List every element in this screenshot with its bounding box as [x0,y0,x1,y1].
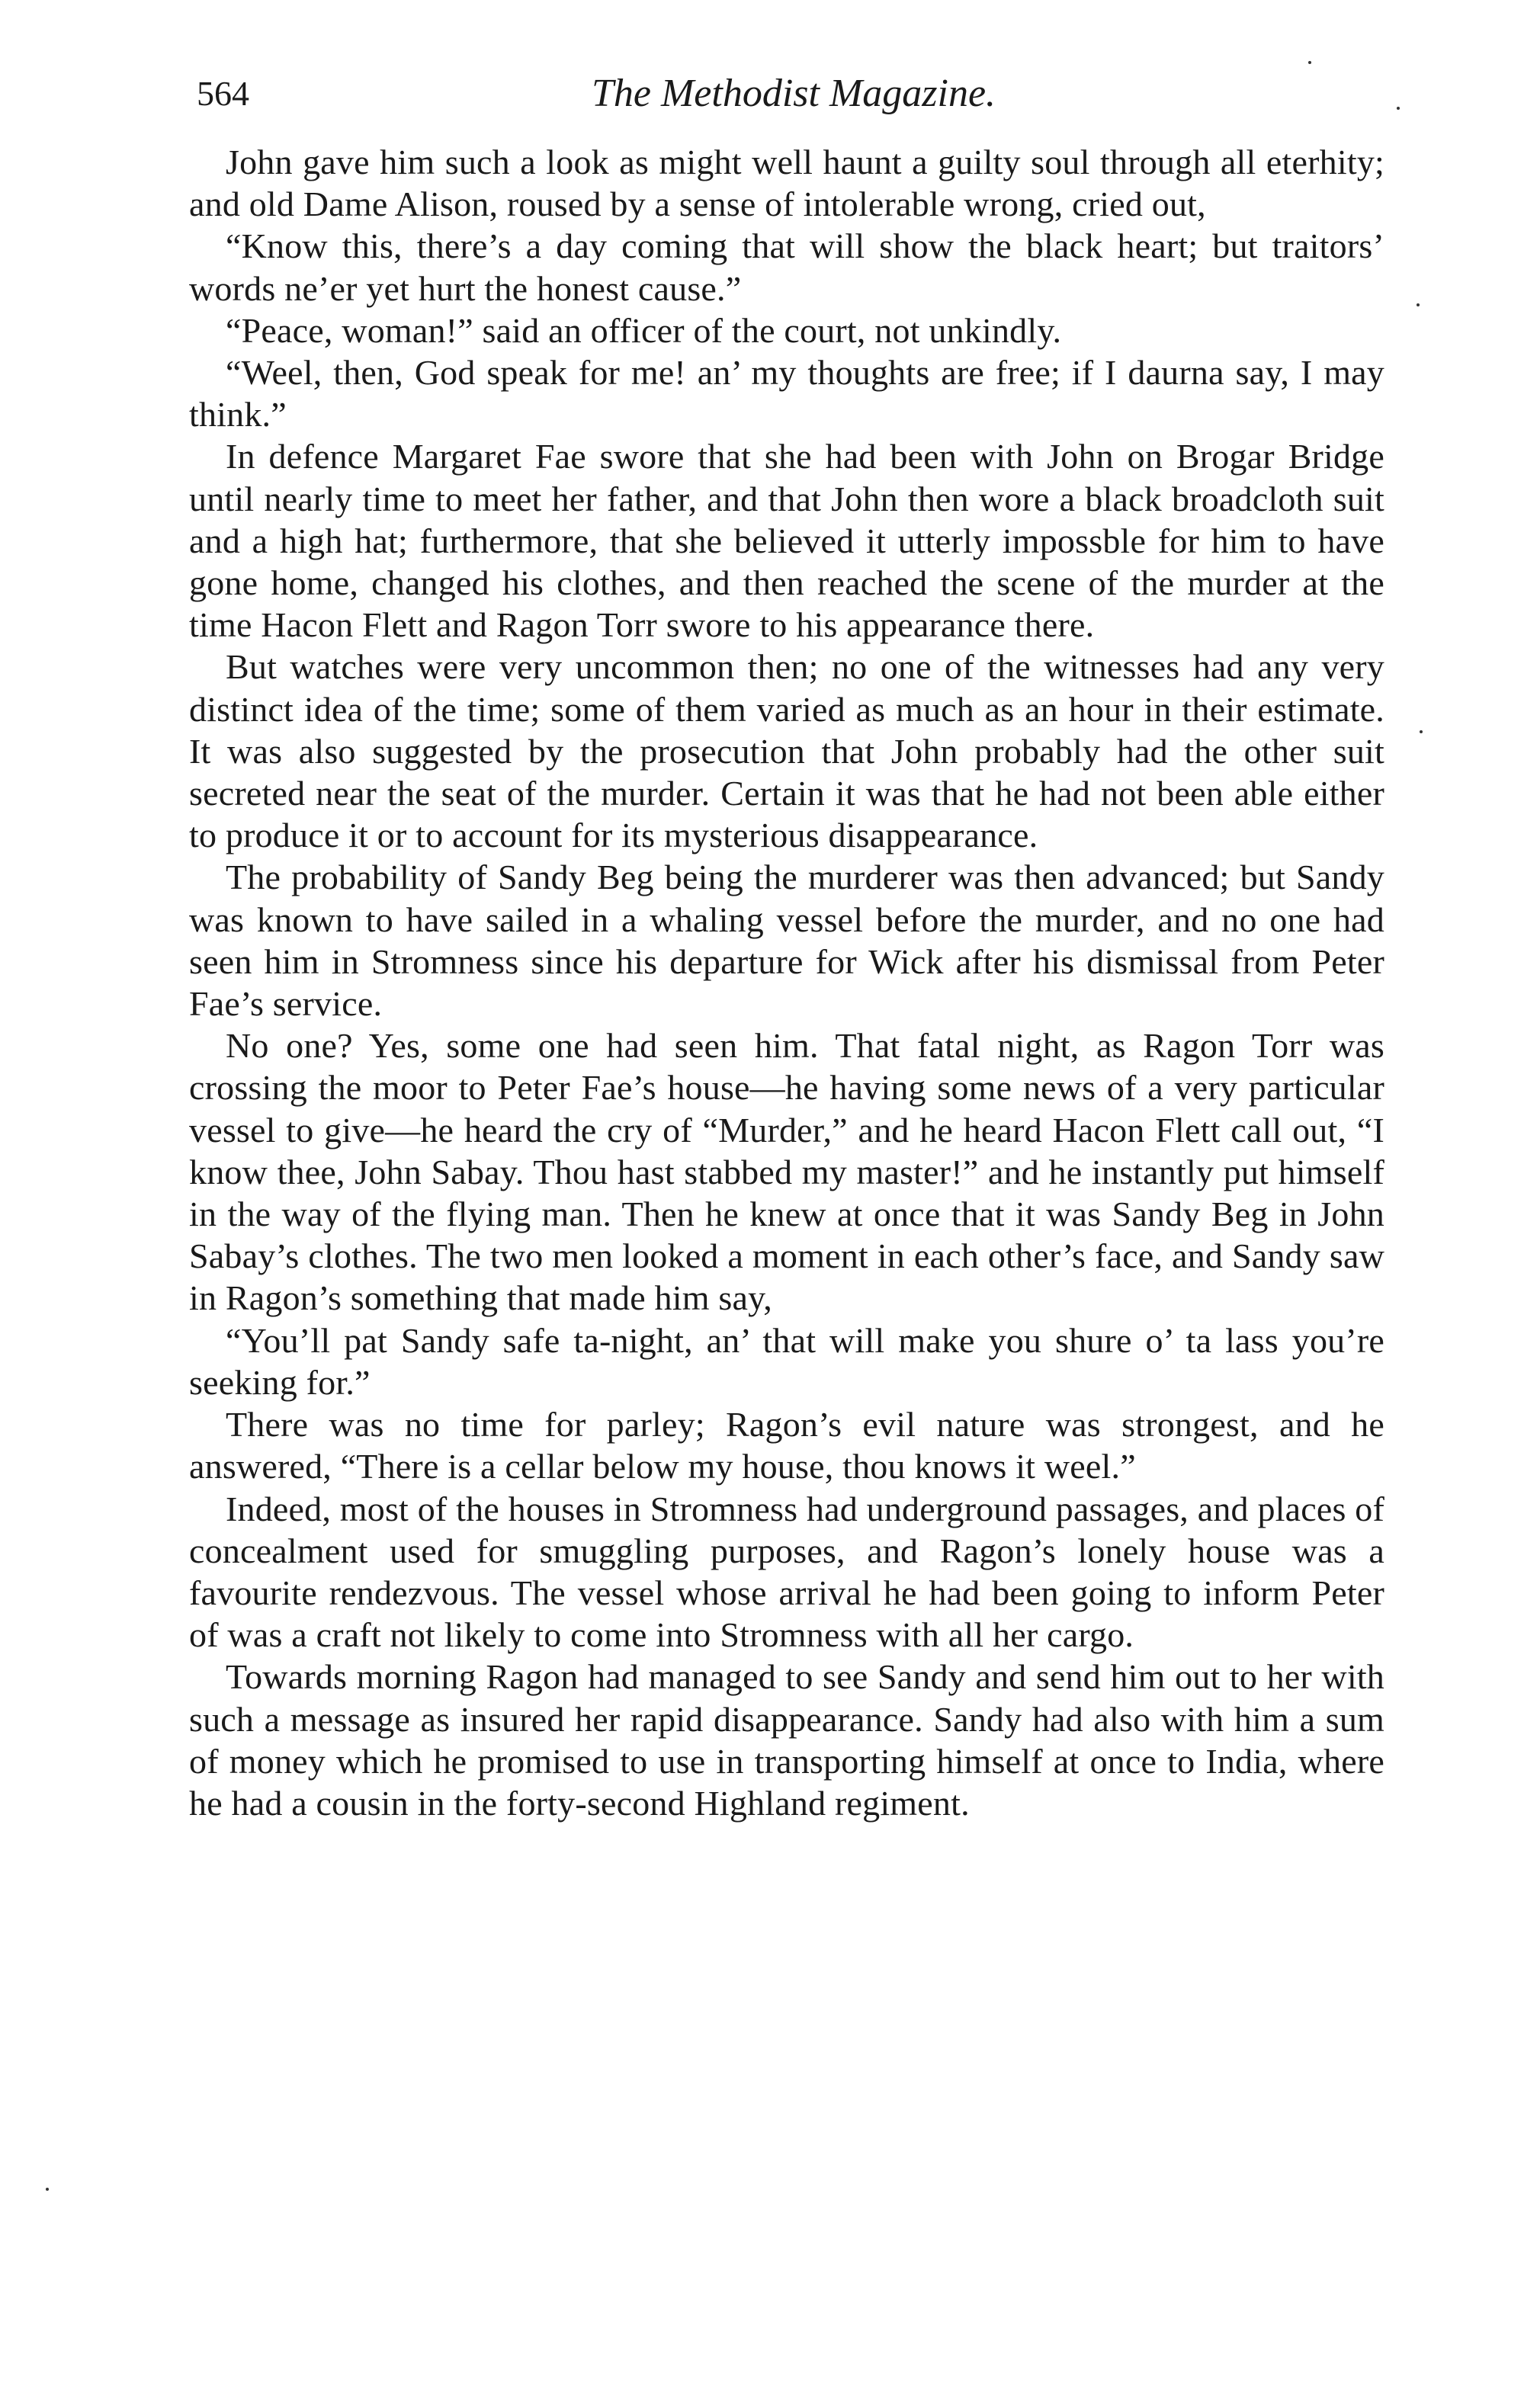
paragraph: Indeed, most of the houses in Stromness had underground passages, and places of concealment used for smuggling purposes, and Ragon’s lonely house was a favourite rendezvous. The vessel whose arrival he had been going to inform Peter of was a craft not likely to come into Stromness with all her cargo. [189,1489,1384,1655]
paragraph: John gave him such a look as might well haunt a guilty soul through all eterhity; and old Dame Alison, roused by a sense of intolerable wrong, cried out, [189,143,1384,224]
scan-speck [1308,61,1311,64]
scan-speck [1420,730,1423,733]
article-body [189,141,1384,1824]
paragraph: The probability of Sandy Beg being the murderer was then advanced; but Sandy was known to have sailed in a whaling vessel before the murder, and no one had seen him in Stromness since his departure for Wick after his dismissal from Peter Fae’s service. [189,858,1384,1024]
paragraph: Towards morning Ragon had managed to see Sandy and send him out to her with such a message as insured her rapid disappearance. Sandy had also with him a sum of money which he promised to use in transporting himself at once to India, where he had a cousin in the forty-second Highland regiment. [189,1657,1384,1823]
scan-speck [1417,303,1420,306]
scan-speck [46,2188,49,2191]
paragraph: “Weel, then, God speak for me! an’ my thoughts are free; if I daurna say, I may think.” [189,353,1384,434]
paragraph: No one? Yes, some one had seen him. That fatal night, as Ragon Torr was crossing the moor to Peter Fae’s house—he having some news of a very particular vessel to give—he heard the cry of “Murder,” and he heard Hacon Flett call out, “I know thee, John Sabay. Thou hast stabbed my master!” and he instantly put himself in the way of the flying man. Then he knew at once that it was Sandy Beg in John Sabay’s clothes. The two men looked a moment in each other’s face, and Sandy saw in Ragon’s something that made him say, [189,1026,1384,1318]
scan-speck [1397,107,1400,110]
paragraph: “Peace, woman!” said an officer of the court, not unkindly. [226,310,1062,350]
paragraph: In defence Margaret Fae swore that she had been with John on Brogar Bridge until nearly time to meet her father, and that John then wore a black broadcloth suit and a high hat; furthermore, that she believed it utterly impossble for him to have gone home, changed his clothes, and then reached the scene of the murder at the time Hacon Flett and Ragon Torr swore to his appearance there. [189,437,1384,645]
page-number: 564 [197,74,249,113]
paragraph: But watches were very uncommon then; no one of the witnesses had any very distinct idea of the time; some of them varied as much as an hour in their estimate. It was also suggested by the prosecution that John probably had the other suit secreted near the seat of the murder. Certain it was that he had not been able either to produce it or to account for its mysterious disappearance. [189,647,1384,855]
paragraph: There was no time for parley; Ragon’s evil nature was strongest, and he answered, “There is a cellar below my house, thou knows it weel.” [189,1405,1384,1486]
running-title: The Methodist Magazine. [591,72,996,115]
page-header [197,67,1391,120]
paragraph: “Know this, there’s a day coming that will show the black heart; but traitors’ words ne’er yet hurt the honest cause.” [189,226,1384,308]
paragraph: “You’ll pat Sandy safe ta-night, an’ that will make you shure o’ ta lass you’re seeking for.” [189,1320,1384,1402]
